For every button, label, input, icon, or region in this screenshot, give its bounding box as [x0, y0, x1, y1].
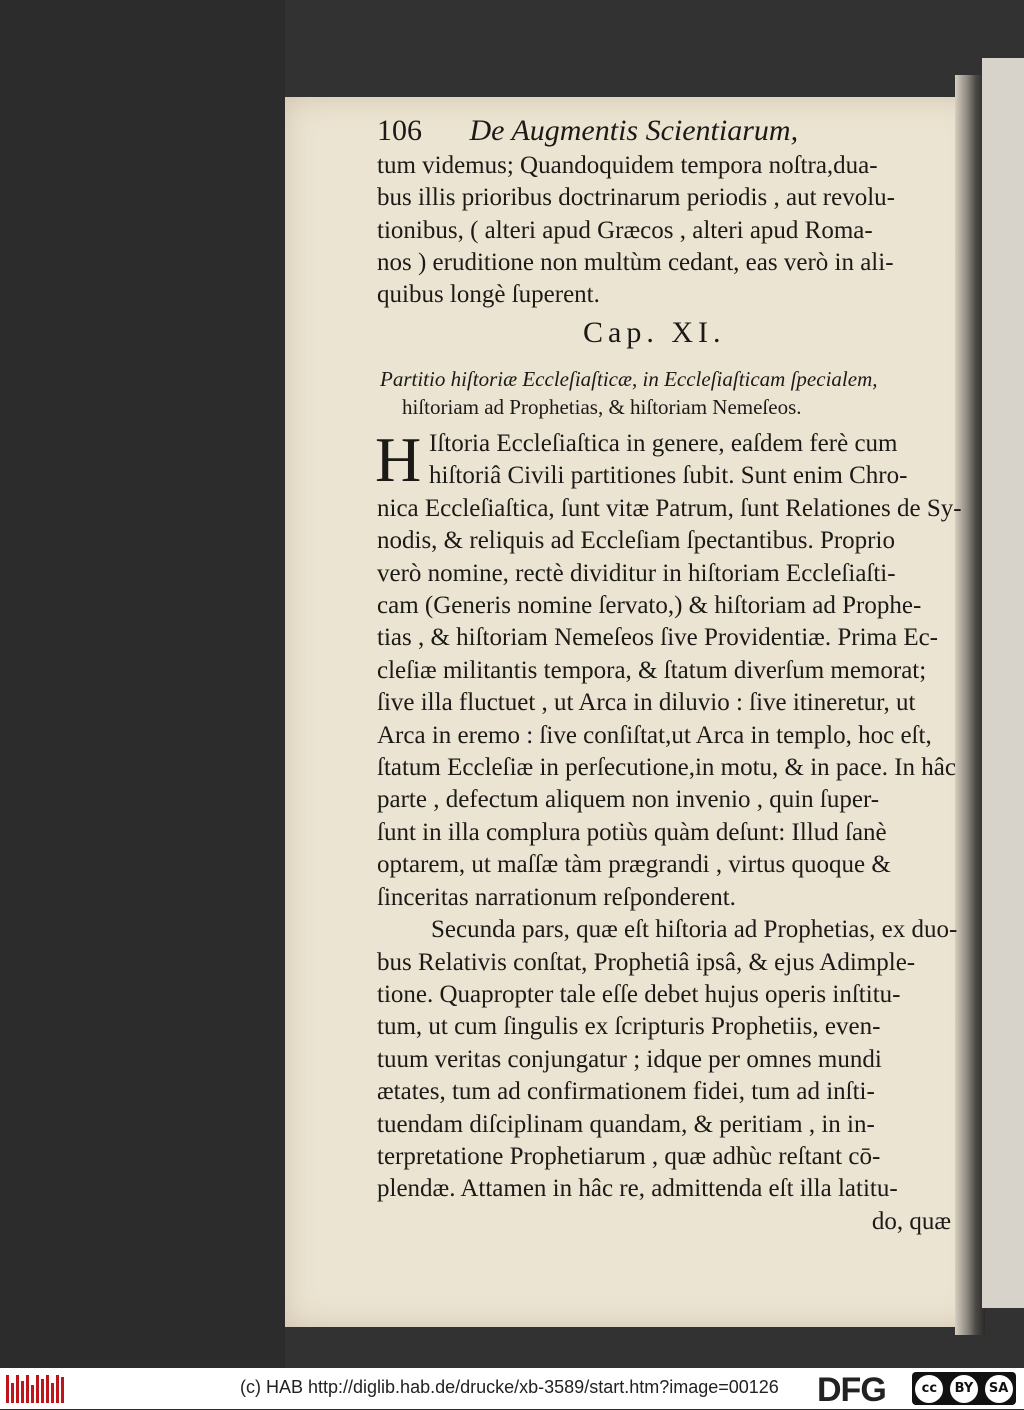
- catchword-line: do, quæ: [871, 1207, 951, 1235]
- sa-icon: SA: [985, 1375, 1013, 1403]
- page-header: [377, 114, 798, 148]
- text-line: verò nomine, rectè dividitur in hiſtoriam Eccleſiaſti-: [377, 559, 896, 587]
- text-line: tum videmus; Quandoquidem tempora noſtra,dua-: [377, 152, 878, 179]
- running-title: De Augmentis Scientiarum,: [469, 114, 799, 147]
- text-line: quibus longè ſuperent.: [377, 281, 600, 309]
- chapter-summary: [380, 365, 877, 421]
- text-line: ſive illa fluctuet , ut Arca in diluvio : ſive itineretur, ut: [377, 689, 916, 717]
- text-line: hiſtoriâ Civili partitiones ſubit. Sunt enim Chro-: [429, 462, 908, 490]
- book-gutter: [955, 75, 985, 1335]
- hab-logo-icon[interactable]: [6, 1375, 64, 1403]
- facing-page-edge: [982, 58, 1024, 1308]
- page-number: 106: [377, 114, 422, 147]
- copyright-link[interactable]: (c) HAB http://diglib.hab.de/drucke/xb-3589/start.htm?image=00126: [240, 1377, 779, 1397]
- text-line: tias , & hiſtoriam Nemeſeos ſive Providentiæ. Prima Ec-: [377, 624, 939, 652]
- text-line: tuum veritas conjungatur ; idque per omnes mundi: [377, 1045, 882, 1073]
- text-line: Arca in eremo : ſive conſiſtat,ut Arca in templo, hoc eſt,: [377, 721, 932, 749]
- text-line: bus illis prioribus doctrinarum periodis , aut revolu-: [377, 184, 895, 212]
- text-line: tionibus, ( alteri apud Græcos , alteri apud Roma-: [377, 216, 873, 244]
- background-board: [0, 0, 285, 1368]
- top-paragraph: [377, 150, 959, 311]
- text-line: ſtatum Eccleſiæ in perſecutione,in motu, & in pace. In hâc: [377, 754, 956, 782]
- cc-license-badge[interactable]: [912, 1372, 1016, 1405]
- text-line: cleſiæ militantis tempora, & ſtatum diverſum memorat;: [377, 656, 927, 684]
- text-line: nodis, & reliquis ad Eccleſiam ſpectantibus. Proprio: [377, 527, 895, 555]
- summary-line: Partitio hiſtoriæ Eccleſiaſticæ, in Eccleſiaſticam ſpecialem,: [380, 367, 878, 391]
- text-line: cam (Generis nomine ſervato,) & hiſtoriam ad Prophe-: [377, 592, 922, 620]
- text-line: bus Relativis conſtat, Prophetiâ ipsâ, & ejus Adimple-: [377, 948, 916, 976]
- drop-cap: H: [375, 424, 422, 495]
- chapter-heading: Cap. XI.: [583, 316, 726, 349]
- text-line: tuendam diſciplinam quandam, & peritiam , in in-: [377, 1110, 875, 1138]
- cc-icon: cc: [915, 1375, 943, 1403]
- text-line: optarem, ut maſſæ tàm prægrandi , virtus quoque &: [377, 851, 891, 879]
- text-line: ætates, tum ad confirmationem fidei, tum ad inſti-: [377, 1078, 875, 1106]
- text-line: Iſtoria Eccleſiaſtica in genere, eaſdem ferè cum: [429, 430, 898, 457]
- text-line: plendæ. Attamen in hâc re, admittenda eſt illa latitu-: [377, 1175, 898, 1203]
- text-line: ſinceritas narrationum reſponderent.: [377, 883, 736, 911]
- text-line: Secunda pars, quæ eſt hiſtoria ad Prophetias, ex duo-: [431, 916, 958, 944]
- text-line: ſunt in illa complura potiùs quàm deſunt: Illud ſanè: [377, 818, 887, 846]
- summary-line: hiſtoriam ad Prophetias, & hiſtoriam Nemeſeos.: [402, 395, 802, 419]
- text-line: terpretatione Prophetiarum , quæ adhùc reſtant cō-: [377, 1142, 881, 1170]
- by-icon: BY: [950, 1375, 978, 1403]
- main-body: [375, 424, 962, 1238]
- text-line: tione. Quapropter tale eſſe debet hujus operis inſtitu-: [377, 980, 901, 1008]
- text-line: tum, ut cum ſingulis ex ſcripturis Prophetiis, even-: [377, 1013, 881, 1041]
- dfg-logo[interactable]: DFG: [817, 1371, 886, 1409]
- text-line: nos ) eruditione non multùm cedant, eas verò in ali-: [377, 248, 894, 276]
- viewer-footer: [0, 1368, 1024, 1409]
- text-line: nica Eccleſiaſtica, ſunt vitæ Patrum, ſunt Relationes de Sy-: [377, 494, 962, 522]
- text-line: parte , defectum aliquem non invenio , quin ſuper-: [377, 786, 880, 814]
